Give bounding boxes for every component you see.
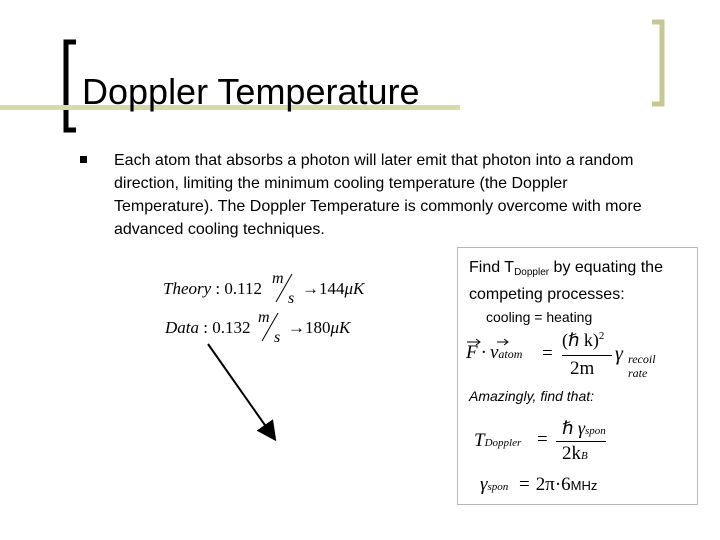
cooling-heating-label: cooling = heating bbox=[486, 309, 593, 325]
theory-unit-num: m bbox=[272, 270, 284, 287]
eq3-value: 2π·6 bbox=[535, 474, 571, 495]
left-bracket bbox=[66, 42, 76, 130]
vector-arrows bbox=[466, 336, 516, 346]
eq1-force: F bbox=[466, 342, 478, 363]
eq1-v: v bbox=[489, 342, 499, 363]
eq3-equals: = bbox=[519, 474, 530, 495]
eq1-v-sub: atom bbox=[498, 347, 523, 361]
amazingly-text: Amazingly, find that: bbox=[469, 388, 595, 404]
diagonal-arrow bbox=[200, 340, 290, 450]
theory-speed: 0.112 bbox=[224, 279, 263, 298]
eq1-denominator: 2m bbox=[570, 358, 595, 379]
eq2-den: 2k bbox=[562, 443, 581, 464]
theory-temp-unit: μK bbox=[344, 279, 365, 298]
right-bracket bbox=[652, 22, 662, 104]
data-temp-unit: μK bbox=[330, 318, 351, 337]
eq1-num-exp: 2 bbox=[598, 330, 605, 342]
theory-equation: Theory : 0.112 bbox=[163, 279, 263, 298]
eq3 bbox=[480, 474, 597, 496]
eq2-den-sub: B bbox=[581, 450, 588, 462]
eq3-gamma: γ bbox=[480, 474, 488, 495]
data-equation: Data : 0.132 bbox=[165, 318, 251, 337]
theory-temp: 144 bbox=[319, 279, 345, 298]
theory-result: →144μK bbox=[302, 279, 365, 298]
eq2-gamma-sub: spon bbox=[585, 425, 606, 437]
data-unit-num: m bbox=[258, 309, 270, 326]
bullet-marker bbox=[80, 156, 87, 163]
eq2-lhs bbox=[474, 430, 521, 452]
data-unit-den: s bbox=[274, 329, 281, 346]
theory-unit-slash bbox=[268, 270, 298, 306]
theory-label: Theory bbox=[163, 279, 212, 298]
eq1-dot: · bbox=[480, 342, 487, 363]
eq2-equals: = bbox=[537, 429, 548, 450]
eq1-gamma-sub2: rate bbox=[628, 366, 648, 380]
eq3-gamma-sub: spon bbox=[487, 481, 509, 493]
theory-unit-den: s bbox=[288, 290, 295, 307]
eq3-unit: MHz bbox=[570, 478, 598, 493]
page-title: Doppler Temperature bbox=[82, 71, 420, 112]
data-result: →180μK bbox=[288, 318, 351, 337]
eq1-equals: = bbox=[542, 343, 553, 364]
bullet-text: Each atom that absorbs a photon will later emit that photon into a random direction, limiting the minimum cooling temperature (the Doppler Temperature). The Doppler Temperature is commonly overcome with more advanced cooling techniques. bbox=[114, 152, 642, 238]
eq2-numerator bbox=[562, 418, 606, 439]
eq2-fraction-bar bbox=[556, 441, 606, 442]
eq2-t-sub: Doppler bbox=[484, 437, 522, 449]
eq1-numerator bbox=[562, 330, 604, 351]
eq2-t: T bbox=[474, 430, 485, 451]
box-title-pre: Find T bbox=[469, 259, 515, 276]
eq2-denominator bbox=[562, 443, 588, 465]
eq1-gamma: γ bbox=[615, 343, 623, 365]
data-speed: 0.132 bbox=[212, 318, 251, 337]
eq1-fraction-bar bbox=[562, 355, 612, 356]
data-temp: 180 bbox=[305, 318, 331, 337]
eq1-num: (ℏ k) bbox=[562, 330, 599, 350]
box-title-post: by equating the competing processes: bbox=[469, 259, 663, 303]
eq2-hbar: ℏ bbox=[562, 418, 574, 438]
data-label: Data bbox=[165, 318, 199, 337]
eq2-gamma: γ bbox=[577, 418, 586, 438]
box-title bbox=[469, 257, 699, 306]
box-title-sub: Doppler bbox=[514, 267, 550, 278]
eq1-gamma-sub1: recoil bbox=[628, 352, 656, 366]
